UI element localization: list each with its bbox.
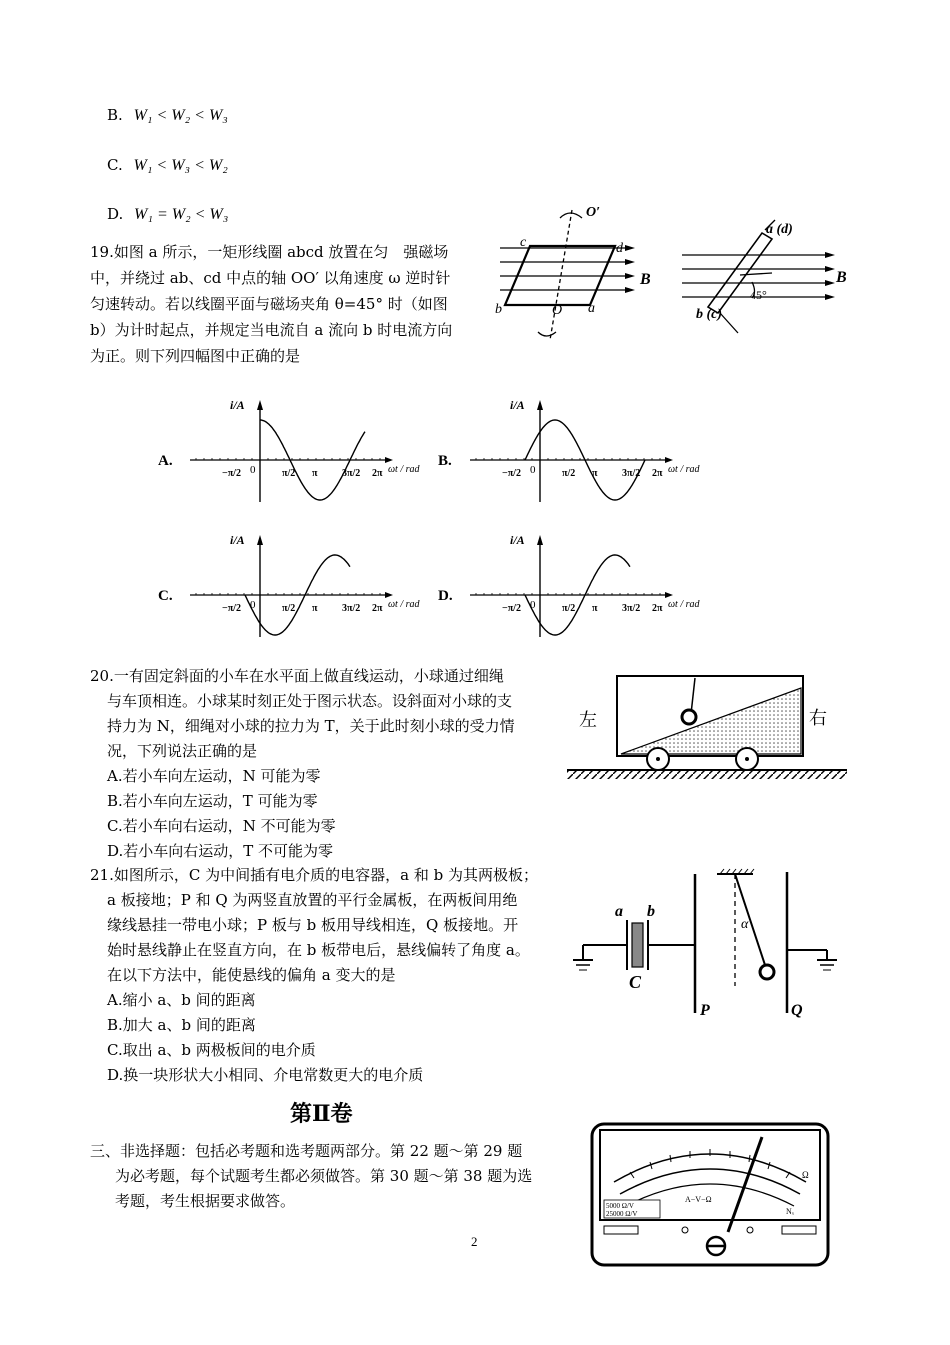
meter-mode-label: A−V−Ω (685, 1195, 712, 1204)
label-angle: 45° (750, 288, 767, 302)
q19-graph-d (430, 525, 700, 640)
option-expression: W₁ < W₃ < W₂ (133, 157, 228, 174)
label-o-prime: O′ (586, 205, 601, 220)
tick-label: −π/2 (502, 468, 521, 479)
q19-line-1: 19.如图 a 所示，一矩形线圈 abcd 放置在匀 强磁场 (90, 243, 449, 261)
x-axis-arrow (665, 592, 673, 598)
label-right: 右 (809, 708, 827, 728)
section-instruction-line-1: 三、非选择题：包括必考题和选考题两部分。第 22 题～第 29 题 (90, 1142, 523, 1160)
q20-line-2: 与车顶相连。小球某时刻正处于图示状态。设斜面对小球的支 (107, 692, 513, 710)
label-plate-p: P (700, 1002, 710, 1019)
y-axis-arrow (257, 400, 263, 410)
label-b: b (495, 302, 502, 317)
x-axis-label: ωt / rad (668, 599, 700, 610)
q19-graph-b (430, 390, 700, 505)
q19-line-3: 匀速转动。若以线圈平面与磁场夹角 θ=45° 时（如图 (90, 295, 448, 313)
x-axis-arrow (385, 592, 393, 598)
multimeter-figure (590, 1122, 830, 1267)
x-axis-arrow (385, 457, 393, 463)
q20-line-4: 况，下列说法正确的是 (107, 742, 258, 760)
q19-figure-b (680, 215, 855, 340)
q19-graph-c (150, 525, 420, 640)
section-title: 第Ⅱ卷 (290, 1101, 353, 1127)
q21-option-a: A.缩小 a、b 间的距离 (107, 991, 256, 1009)
q21-option-b: B.加大 a、b 间的距离 (107, 1016, 256, 1034)
tick-label: π (592, 603, 598, 614)
x-axis-label: ωt / rad (388, 599, 420, 610)
label-b-c: b (c) (696, 307, 723, 322)
option-expression: W₁ = W₂ < W₃ (134, 206, 229, 223)
q19-figure-a (490, 200, 660, 350)
meter-nx-label: Nₓ (786, 1207, 795, 1216)
tick-label: 2π (652, 468, 663, 479)
label-plate-a: a (615, 903, 623, 920)
q20-option-a: A.若小车向左运动，N 可能为零 (107, 767, 321, 785)
label-o: O (552, 303, 563, 318)
q20-option-b: B.若小车向左运动，T 可能为零 (107, 792, 318, 810)
y-axis-label: i/A (510, 398, 525, 412)
y-axis-arrow (257, 535, 263, 545)
q18-option-c (107, 156, 228, 175)
graph-letter: C. (158, 588, 173, 604)
tick-label-zero: 0 (530, 464, 536, 476)
tick-label: 2π (372, 603, 383, 614)
q18-option-b (107, 106, 228, 125)
label-plate-b: b (647, 903, 655, 920)
graph-letter: D. (438, 588, 453, 604)
q21-line-5: 在以下方法中，能使悬线的偏角 a 变大的是 (107, 966, 396, 984)
tick-label-zero: 0 (530, 599, 536, 611)
x-axis-label: ωt / rad (668, 464, 700, 475)
tick-label: 3π/2 (342, 603, 361, 614)
tick-label: 3π/2 (622, 468, 641, 479)
meter-rating-2: 25000 Ω/V (606, 1210, 638, 1218)
label-plate-q: Q (791, 1002, 803, 1019)
x-axis-label: ωt / rad (388, 464, 420, 475)
option-label: D. (107, 205, 124, 223)
label-a: a (588, 301, 595, 316)
option-label: C. (107, 156, 123, 174)
tick-label: −π/2 (502, 603, 521, 614)
y-axis-label: i/A (230, 533, 245, 547)
q21-line-1: 21.如图所示，C 为中间插有电介质的电容器，a 和 b 为其两极板； (90, 866, 538, 884)
q19-line-4: b）为计时起点，并规定当电流自 a 流向 b 时电流方向 (90, 321, 453, 339)
q21-capacitor-figure (565, 868, 850, 1023)
q21-line-3: 缘线悬挂一带电小球；P 板与 b 板用导线相连，Q 板接地。开 (107, 916, 519, 934)
label-d: d (616, 241, 623, 256)
tick-label-zero: 0 (250, 464, 256, 476)
q21-option-c: C.取出 a、b 两极板间的电介质 (107, 1041, 316, 1059)
graph-letter: A. (158, 453, 173, 469)
tick-label: π (312, 468, 318, 479)
label-field-b: B (836, 269, 847, 286)
y-axis-label: i/A (230, 398, 245, 412)
label-left: 左 (579, 710, 597, 730)
q20-option-c: C.若小车向右运动，N 不可能为零 (107, 817, 336, 835)
y-axis-arrow (537, 400, 543, 410)
tick-label: π/2 (282, 468, 296, 479)
tick-label: 2π (372, 468, 383, 479)
graph-letter: B. (438, 453, 452, 469)
q21-line-2: a 板接地；P 和 Q 为两竖直放置的平行金属板，在两板间用绝 (107, 891, 518, 909)
option-expression: W₁ < W₂ < W₃ (133, 107, 228, 124)
label-c: c (520, 235, 527, 250)
tick-label: π/2 (282, 603, 296, 614)
section-instruction-line-2: 为必考题，每个试题考生都必须做答。第 30 题～第 38 题为选 (115, 1167, 533, 1185)
tick-label: π (312, 603, 318, 614)
label-a-d: a (d) (766, 222, 793, 237)
section-instruction-line-3: 考题，考生根据要求做答。 (115, 1192, 296, 1210)
tick-label: π (592, 468, 598, 479)
tick-label: 3π/2 (342, 468, 361, 479)
q21-option-d: D.换一块形状大小相同、介电常数更大的电介质 (107, 1066, 424, 1084)
tick-label: 2π (652, 603, 663, 614)
meter-ohm-label: Ω (802, 1170, 809, 1180)
label-field-b: B (640, 271, 651, 288)
label-capacitor-c: C (629, 972, 642, 992)
q19-graph-a (150, 390, 420, 505)
y-axis-label: i/A (510, 533, 525, 547)
meter-rating-1: 5000 Ω/V (606, 1202, 634, 1210)
x-axis-arrow (665, 457, 673, 463)
tick-label: −π/2 (222, 468, 241, 479)
tick-label-zero: 0 (250, 599, 256, 611)
option-label: B. (107, 106, 123, 124)
tick-label: π/2 (562, 468, 576, 479)
q18-option-d (107, 205, 228, 224)
q19-line-2: 中，并绕过 ab、cd 中点的轴 OO′ 以角速度 ω 逆时针 (90, 269, 451, 287)
q20-option-d: D.若小车向右运动，T 不可能为零 (107, 842, 334, 860)
tick-label: −π/2 (222, 603, 241, 614)
q20-line-3: 持力为 N，细绳对小球的拉力为 T，关于此时刻小球的受力情 (107, 717, 515, 735)
page-number: 2 (471, 1234, 478, 1249)
q21-line-4: 始时悬线静止在竖直方向，在 b 板带电后，悬线偏转了角度 a。 (107, 941, 530, 959)
y-axis-arrow (537, 535, 543, 545)
q20-line-1: 20.一有固定斜面的小车在水平面上做直线运动，小球通过细绳 (90, 667, 504, 685)
q20-cart-figure (565, 670, 850, 790)
tick-label: π/2 (562, 603, 576, 614)
label-angle-alpha: α (741, 917, 749, 932)
q19-line-5: 为正。则下列四幅图中正确的是 (90, 347, 301, 365)
tick-label: 3π/2 (622, 603, 641, 614)
